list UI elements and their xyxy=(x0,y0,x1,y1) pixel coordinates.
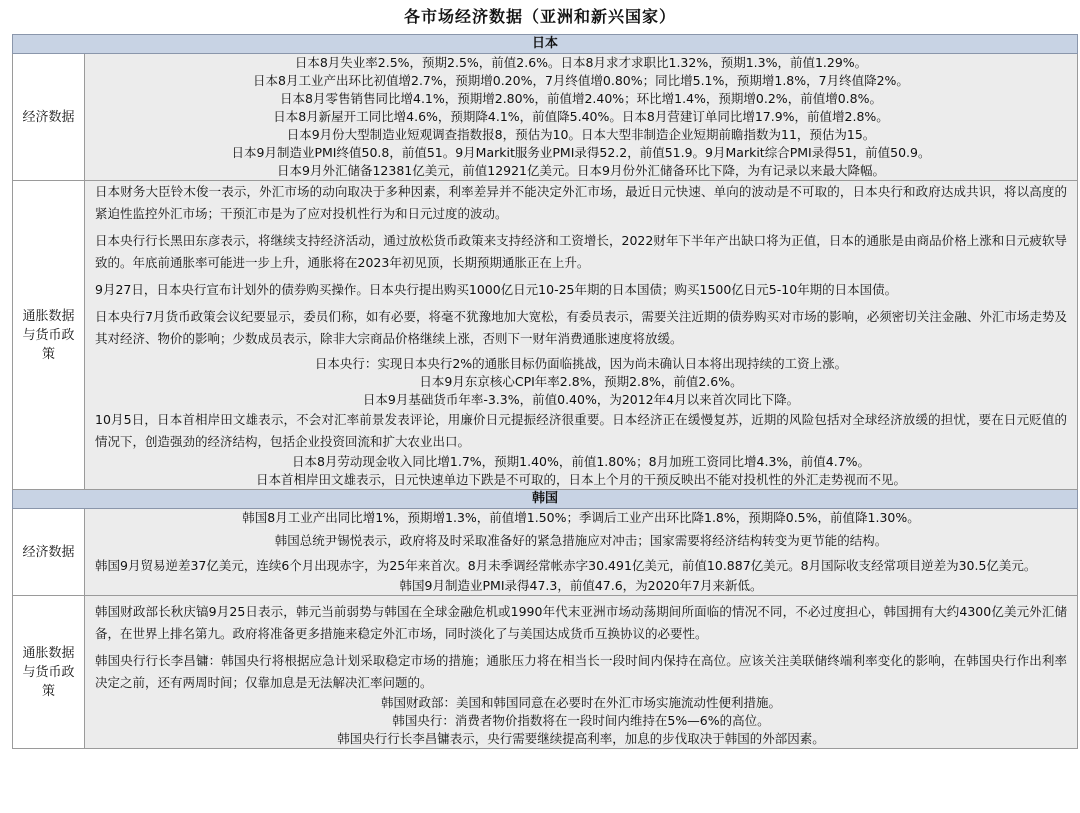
policy-paragraph: 9月27日，日本央行宣布计划外的债券购买操作。日本央行提出购买1000亿日元10-25年期的日本国债；购买1500亿日元5-10年期的日本国债。 xyxy=(95,282,898,297)
country-header-korea xyxy=(13,490,1078,509)
korea-policy-content xyxy=(85,596,1078,749)
data-line: 日本8月工业产出环比初值增2.7%，预期增0.20%，7月终值增0.80%；同比增5.1%，预期增1.8%，7月终值降2%。 xyxy=(253,73,909,88)
data-paragraph: 韩国9月贸易逆差37亿美元，连续6个月出现赤字，为25年来首次。8月未季调经常帐赤字30.491亿美元，前值10.887亿美元。8月国际收支经常项目逆差为30.5亿美元。 xyxy=(95,558,1037,573)
policy-paragraph: 10月5日，日本首相岸田文雄表示，不会对汇率前景发表评论，用廉价日元提振经济很重要。日本经济正在缓慢复苏，近期的风险包括对全球经济放缓的担忧，要在日元贬值的情况下，创造强劲的经济结构，包括企业投资回流和扩大农业出口。 xyxy=(95,412,1067,449)
data-line: 日本9月份大型制造业短观调查指数报8，预估为10。日本大型非制造企业短期前瞻指数为11，预估为15。 xyxy=(286,127,876,142)
row-label: 经济数据 xyxy=(13,509,85,596)
row-label: 经济数据 xyxy=(13,54,85,181)
policy-paragraph: 日本央行7月货币政策会议纪要显示，委员们称，如有必要，将毫不犹豫地加大宽松，有委员表示，需要关注近期的债券购买对市场的影响，必须密切关注金融、外汇市场走势及其对经济、物价的影响；少数成员表示，除非大宗商品价格继续上涨，否则下一财年消费通胀速度将放缓。 xyxy=(95,309,1067,346)
data-line: 日本9月外汇储备12381亿美元，前值12921亿美元。日本9月份外汇储备环比下降，为有记录以来最大降幅。 xyxy=(277,163,885,178)
japan-policy-row xyxy=(13,181,1078,490)
policy-paragraph: 韩国财政部长秋庆镐9月25日表示，韩元当前弱势与韩国在全球金融危机或1990年代末亚洲市场动荡期间所面临的情况不同，不必过度担心，韩国拥有大约4300亿美元外汇储备，在世界上排名第九。政府将准备更多措施来稳定外汇市场，同时淡化了与美国达成货币互换协议的必要性。 xyxy=(95,604,1067,641)
korea-econ-content xyxy=(85,509,1078,596)
policy-line: 日本8月劳动现金收入同比增1.7%，预期1.40%，前值1.80%；8月加班工资同比增4.3%，前值4.7%。 xyxy=(291,454,871,469)
policy-paragraph: 日本财务大臣铃木俊一表示，外汇市场的动向取决于多种因素，利率差异并不能决定外汇市场，最近日元快速、单向的波动是不可取的，日本央行和政府达成共识，将以高度的紧迫性监控外汇市场；干预汇市是为了应对投机性行为和日元过度的波动。 xyxy=(95,184,1067,221)
korea-econ-row xyxy=(13,509,1078,596)
data-line: 日本8月失业率2.5%，预期2.5%，前值2.6%。日本8月求才求职比1.32%，预期1.3%，前值1.29%。 xyxy=(294,55,868,70)
policy-line: 日本9月基础货币年率-3.3%，前值0.40%，为2012年4月以来首次同比下降。 xyxy=(362,392,800,407)
data-line: 日本9月制造业PMI终值50.8，前值51。9月Markit服务业PMI录得52.2，前值51.9。9月Markit综合PMI录得51，前值50.9。 xyxy=(231,145,931,160)
country-name: 韩国 xyxy=(13,490,1078,509)
policy-line: 日本9月东京核心CPI年率2.8%，预期2.8%，前值2.6%。 xyxy=(419,374,743,389)
row-label: 通胀数据与货币政策 xyxy=(13,596,85,749)
page-title: 各市场经济数据（亚洲和新兴国家） xyxy=(403,7,676,26)
policy-line: 韩国央行行长李昌镛表示，央行需要继续提高利率，加息的步伐取决于韩国的外部因素。 xyxy=(337,731,825,746)
row-label: 通胀数据与货币政策 xyxy=(13,181,85,490)
data-line: 日本8月新屋开工同比增4.6%，预期降4.1%，前值降5.40%。日本8月营建订单同比增17.9%，前值增2.8%。 xyxy=(273,109,889,124)
market-data-table xyxy=(12,34,1078,749)
policy-paragraph: 韩国央行行长李昌镛：韩国央行将根据应急计划采取稳定市场的措施；通胀压力将在相当长一段时间内保持在高位。应该关注美联储终端利率变化的影响，在韩国央行作出利率决定之前，还有两周时间；仅靠加息是无法解决汇率问题的。 xyxy=(95,653,1067,690)
korea-policy-row xyxy=(13,596,1078,749)
policy-line: 韩国财政部：美国和韩国同意在必要时在外汇市场实施流动性便利措施。 xyxy=(380,695,781,710)
data-line: 韩国总统尹锡悦表示，政府将及时采取准备好的紧急措施应对冲击；国家需要将经济结构转变为更节能的结构。 xyxy=(274,533,888,548)
japan-econ-row xyxy=(13,54,1078,181)
country-header-japan xyxy=(13,35,1078,54)
country-name: 日本 xyxy=(13,35,1078,54)
japan-econ-content xyxy=(85,54,1078,181)
japan-policy-content xyxy=(85,181,1078,490)
data-line: 日本8月零售销售同比增4.1%，预期增2.80%，前值增2.40%；环比增1.4%，预期增0.2%，前值增0.8%。 xyxy=(280,91,882,106)
data-line: 韩国9月制造业PMI录得47.3，前值47.6，为2020年7月来新低。 xyxy=(399,578,763,593)
policy-line: 韩国央行：消费者物价指数将在一段时间内维持在5%—6%的高位。 xyxy=(392,713,770,728)
policy-line: 日本央行：实现日本央行2%的通胀目标仍面临挑战，因为尚未确认日本将出现持续的工资上涨。 xyxy=(314,356,848,371)
policy-paragraph: 日本央行行长黑田东彦表示，将继续支持经济活动，通过放松货币政策来支持经济和工资增长，2022财年下半年产出缺口将为正值，日本的通胀是由商品价格上涨和日元疲软导致的。年底前通胀率可能进一步上升，通胀将在2023年初见顶，长期预期通胀正在上升。 xyxy=(95,233,1067,270)
data-line: 韩国8月工业产出同比增1%，预期增1.3%，前值增1.50%；季调后工业产出环比降1.8%，预期降0.5%，前值降1.30%。 xyxy=(242,510,920,525)
policy-line: 日本首相岸田文雄表示，日元快速单边下跌是不可取的，日本上个月的干预反映出不能对投机性的外汇走势视而不见。 xyxy=(255,472,906,487)
